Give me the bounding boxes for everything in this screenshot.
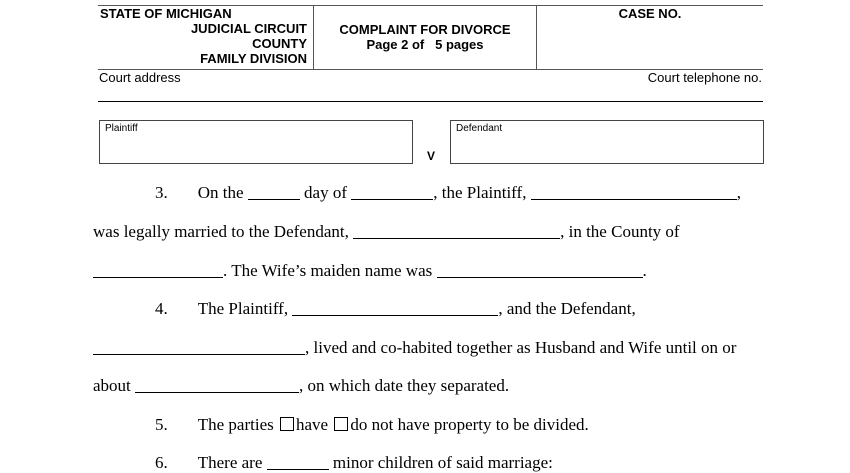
case-no-label: CASE NO. [618,6,682,21]
no-property-checkbox[interactable] [334,417,348,431]
page-info: Page 2 of 5 pages [366,37,484,52]
p6-line-1: 6. There are minor children of said marriage: [155,453,553,472]
p6-number: 6. [155,453,168,472]
court-address-label: Court address [99,70,181,85]
form-title: COMPLAINT FOR DIVORCE [339,22,511,37]
p3-line-3: . The Wife’s maiden name was . [93,261,647,281]
judicial-circuit-label: JUDICIAL CIRCUIT [190,21,307,36]
state-label: STATE OF MICHIGAN [100,6,232,21]
p6-children-count-field[interactable] [267,454,329,470]
p3-plaintiff-name-field[interactable] [531,184,737,200]
p4-defendant-name-field[interactable] [93,339,305,355]
p3-county-field[interactable] [93,262,223,278]
p3-line-2: was legally married to the Defendant, , in the County of [93,222,680,241]
p5-number: 5. [155,415,168,434]
p4-line-1: 4. The Plaintiff, , and the Defendant, [155,299,636,318]
have-property-checkbox[interactable] [280,417,294,431]
p3-defendant-name-field[interactable] [353,223,560,239]
title-block [314,22,536,52]
defendant-label: Defendant [456,123,503,134]
p3-day-field[interactable] [248,184,300,200]
family-division-label: FAMILY DIVISION [200,51,307,66]
court-telephone-label: Court telephone no. [647,70,762,85]
p4-line-3: about , on which date they separated. [93,376,510,395]
p3-line-1: 3. On the day of , the Plaintiff, , [155,183,741,202]
p5-line-1: 5. The parties have do not have property to be divided. [155,415,589,434]
versus-label: V [427,149,436,163]
court-info-block [100,6,307,66]
p3-number: 3. [155,183,168,202]
plaintiff-label: Plaintiff [105,123,138,134]
p4-plaintiff-name-field[interactable] [292,300,498,316]
p4-separation-date-field[interactable] [135,377,299,393]
county-label: COUNTY [252,36,307,51]
p4-number: 4. [155,299,168,318]
p3-month-field[interactable] [351,184,433,200]
p4-line-2: , lived and co-habited together as Husband and Wife until on or [93,338,736,358]
court-address-rule [98,101,763,102]
p3-maiden-name-field[interactable] [437,262,643,278]
defendant-field[interactable] [450,120,764,164]
plaintiff-field[interactable] [99,120,413,164]
